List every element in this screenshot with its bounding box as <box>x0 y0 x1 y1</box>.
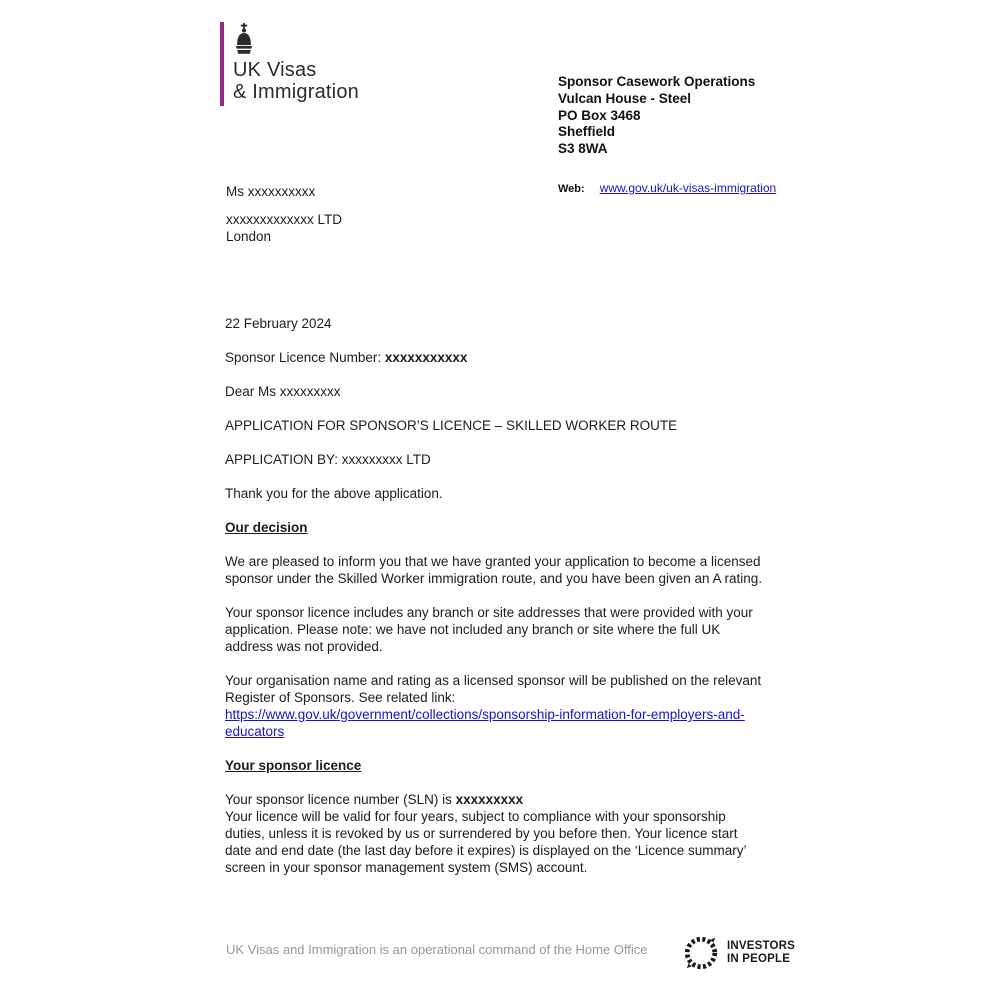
sender-address-line: S3 8WA <box>558 141 608 157</box>
subject-line-1: APPLICATION FOR SPONSOR’S LICENCE – SKILLED WORKER ROUTE <box>225 418 678 433</box>
iip-text-line2: IN PEOPLE <box>727 953 791 965</box>
web-url-link[interactable]: www.gov.uk/uk-visas-immigration <box>599 181 777 195</box>
logo-text-line1: UK Visas <box>233 59 317 81</box>
licence-number-label: Sponsor Licence Number: <box>225 350 385 365</box>
recipient-company: xxxxxxxxxxxxx LTD <box>226 212 343 227</box>
web-line <box>558 181 776 195</box>
sender-address-line: Sheffield <box>558 124 616 140</box>
register-of-sponsors-link[interactable]: https://www.gov.uk/government/collections/sponsorship-information-for-employers-and-educators <box>225 707 745 739</box>
recipient-address <box>226 183 342 245</box>
thanks-line: Thank you for the above application. <box>225 486 443 501</box>
section-heading-our-decision: Our decision <box>225 520 308 535</box>
crown-icon <box>233 23 255 56</box>
sender-address-line: Sponsor Casework Operations <box>558 74 756 89</box>
logo-text-line2: & Immigration <box>233 81 359 103</box>
licence-number-value: xxxxxxxxxxx <box>384 350 468 365</box>
sender-address <box>558 74 755 158</box>
iip-wreath-icon <box>682 934 720 972</box>
decision-paragraph-1: We are pleased to inform you that we have granted your application to become a licensed sponsor under the Skilled Worker immigration route, and you have been given an A rating. <box>225 554 763 586</box>
web-label: Web: <box>558 183 585 195</box>
letter-date: 22 February 2024 <box>225 316 332 331</box>
investors-in-people-logo <box>682 934 795 972</box>
sender-address-line: PO Box 3468 <box>558 107 641 123</box>
sender-address-line: Vulcan House - Steel <box>558 90 692 106</box>
licence-number-line <box>225 349 767 366</box>
iip-text-line1: INVESTORS <box>727 939 796 952</box>
licence-validity-text: Your licence will be valid for four years, subject to compliance with your sponsorship duties, unless it is revoked by us or surrendered by you before then. Your licence start date and end date (the last day before it expires) is displayed on the ‘Licence summary’ screen in your sponsor management system (SMS) account. <box>225 809 747 875</box>
section-heading-your-sponsor-licence: Your sponsor licence <box>225 758 362 773</box>
logo-purple-bar <box>220 22 224 106</box>
letter-body <box>225 315 767 893</box>
footer-disclaimer: UK Visas and Immigration is an operational command of the Home Office <box>226 942 648 957</box>
recipient-city: London <box>226 229 272 244</box>
recipient-name: Ms xxxxxxxxxx <box>226 184 316 199</box>
decision-paragraph-2: Your sponsor licence includes any branch or site addresses that were provided with your application. Please note: we have not included any branch or site where the full UK address was not provided. <box>225 605 753 654</box>
decision-paragraph-3 <box>225 672 767 740</box>
sln-value: xxxxxxxxx <box>455 792 524 807</box>
ukvi-logo <box>220 22 359 106</box>
register-text: Your organisation name and rating as a licensed sponsor will be published on the relevant Register of Sponsors. See related link: <box>225 673 762 705</box>
subject-line-2: APPLICATION BY: xxxxxxxxx LTD <box>225 452 431 467</box>
salutation: Dear Ms xxxxxxxxx <box>225 384 341 399</box>
sponsor-licence-paragraph <box>225 791 767 876</box>
sln-prefix: Your sponsor licence number (SLN) is <box>225 792 456 807</box>
